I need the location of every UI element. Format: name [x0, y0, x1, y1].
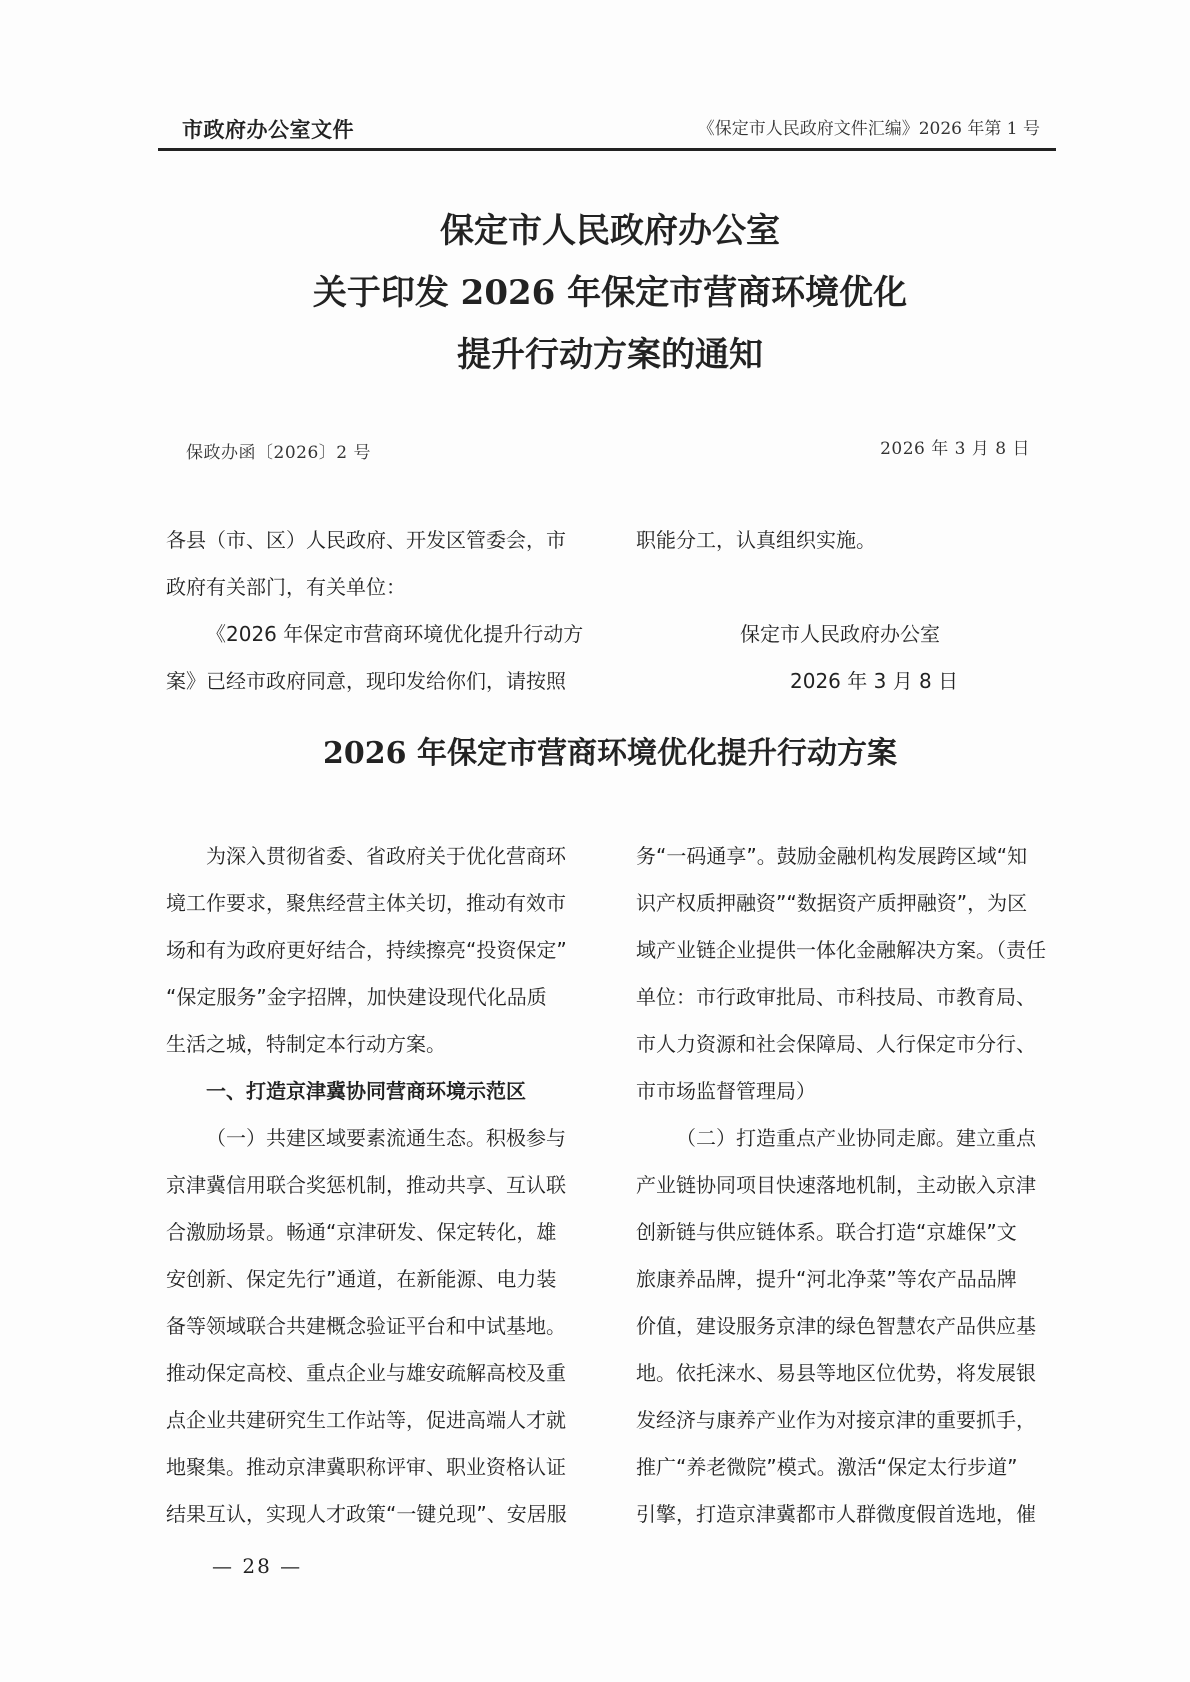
signature-org: 保定市人民政府办公室 — [740, 622, 940, 646]
responsible-units-line: 单位：市行政审批局、市科技局、市教育局、 — [636, 985, 1036, 1009]
section-heading: 一、打造京津冀协同营商环境示范区 — [206, 1079, 526, 1103]
page-number: — 28 — — [212, 1554, 303, 1578]
responsible-units-line: 市市场监督管理局） — [636, 1079, 816, 1103]
paragraph-line: “保定服务”金字招牌，加快建设现代化品质 — [166, 985, 547, 1009]
paragraph-line: 备等领域联合共建概念验证平台和中试基地。 — [166, 1314, 566, 1338]
notice-line: 《2026 年保定市营商环境优化提升行动方 — [206, 622, 584, 646]
paragraph-line: 引擎，打造京津冀都市人群微度假首选地，催 — [636, 1502, 1036, 1526]
paragraph-line: 境工作要求，聚焦经营主体关切，推动有效市 — [166, 891, 566, 915]
notice-line: 各县（市、区）人民政府、开发区管委会，市 — [166, 528, 566, 552]
subsection-heading-line: （二）打造重点产业协同走廊。建立重点 — [676, 1126, 1036, 1150]
paragraph-line: 推广“养老微院”模式。激活“保定太行步道” — [636, 1455, 1018, 1479]
paragraph-line: 识产权质押融资”“数据资产质押融资”，为区 — [636, 891, 1028, 915]
plan-title: 2026 年保定市营商环境优化提升行动方案 — [323, 736, 897, 771]
notice-title — [150, 200, 1070, 386]
document-date: 2026 年 3 月 8 日 — [880, 439, 1030, 459]
paragraph-line: 创新链与供应链体系。联合打造“京雄保”文 — [636, 1220, 1017, 1244]
header-office-label: 市政府办公室文件 — [182, 118, 354, 142]
paragraph-line: 发经济与康养产业作为对接京津的重要抓手， — [636, 1408, 1036, 1432]
paragraph-line: 产业链协同项目快速落地机制，主动嵌入京津 — [636, 1173, 1036, 1197]
document-number: 保政办函〔2026〕2 号 — [186, 443, 371, 463]
subsection-heading-line: （一）共建区域要素流通生态。积极参与 — [206, 1126, 566, 1150]
paragraph-line: 安创新、保定先行”通道，在新能源、电力装 — [166, 1267, 557, 1291]
notice-line: 职能分工，认真组织实施。 — [636, 528, 876, 552]
notice-title-line: 关于印发 2026 年保定市营商环境优化 — [312, 273, 908, 313]
notice-title-line: 提升行动方案的通知 — [457, 335, 763, 375]
paragraph-line: 地聚集。推动京津冀职称评审、职业资格认证 — [166, 1455, 566, 1479]
paragraph-line: 点企业共建研究生工作站等，促进高端人才就 — [166, 1408, 566, 1432]
paragraph-line: 务“一码通享”。鼓励金融机构发展跨区域“知 — [636, 844, 1028, 868]
paragraph-line: 京津冀信用联合奖惩机制，推动共享、互认联 — [166, 1173, 566, 1197]
paragraph-line: 地。依托涞水、易县等地区位优势，将发展银 — [636, 1361, 1036, 1385]
notice-line: 案》已经市政府同意，现印发给你们，请按照 — [166, 669, 566, 693]
paragraph-line: 域产业链企业提供一体化金融解决方案。（责任 — [636, 938, 1046, 962]
header-compilation-label: 《保定市人民政府文件汇编》2026 年第 1 号 — [697, 119, 1040, 139]
notice-line: 政府有关部门，有关单位： — [166, 575, 406, 599]
notice-title-line: 保定市人民政府办公室 — [440, 211, 780, 251]
paragraph-line: 场和有为政府更好结合，持续擦亮“投资保定” — [166, 938, 567, 962]
signature-date: 2026 年 3 月 8 日 — [790, 669, 959, 693]
paragraph-line: 旅康养品牌，提升“河北净菜”等农产品品牌 — [636, 1267, 1017, 1291]
header-divider — [158, 148, 1056, 151]
paragraph-line: 推动保定高校、重点企业与雄安疏解高校及重 — [166, 1361, 566, 1385]
paragraph-line: 价值，建设服务京津的绿色智慧农产品供应基 — [636, 1314, 1036, 1338]
paragraph-line: 为深入贯彻省委、省政府关于优化营商环 — [206, 844, 566, 868]
paragraph-line: 生活之城，特制定本行动方案。 — [166, 1032, 446, 1056]
responsible-units-line: 市人力资源和社会保障局、人行保定市分行、 — [636, 1032, 1036, 1056]
paragraph-line: 结果互认，实现人才政策“一键兑现”、安居服 — [166, 1502, 567, 1526]
paragraph-line: 合激励场景。畅通“京津研发、保定转化，雄 — [166, 1220, 557, 1244]
